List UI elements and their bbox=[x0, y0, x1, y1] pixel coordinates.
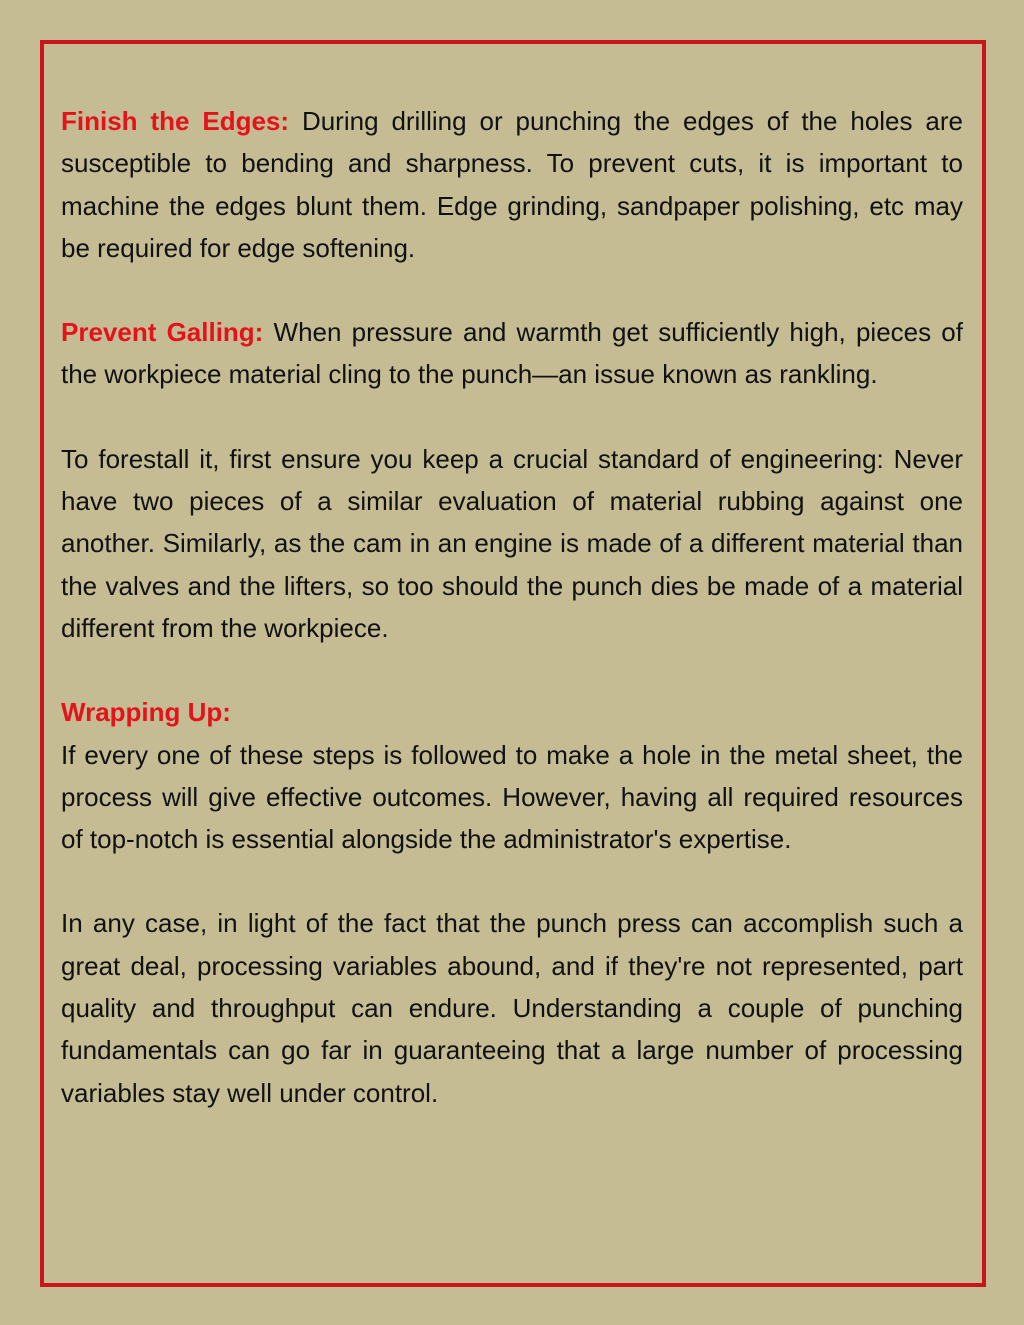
text-wrapping-up: If every one of these steps is followed to make a hole in the metal sheet, the process will give effective outcomes. However, having all required resources of top-notch is essential alongside the administrator's expertise. bbox=[61, 739, 963, 855]
text-in-any-case: In any case, in light of the fact that the punch press can accomplish such a great deal, processing variables abound, and if they're not represented, part quality and throughput can endure. Understanding a couple of punching fundamentals can go far in guaranteeing that a large number of processing variables stay well under control. bbox=[61, 908, 963, 1108]
paragraph-forestall bbox=[61, 438, 963, 649]
heading-finish-edges: Finish the Edges: bbox=[61, 106, 290, 136]
text-prevent-galling: When pressure and warmth get sufficiently high, pieces of the workpiece material cling to the punch—an issue known as rankling. bbox=[61, 317, 963, 390]
document-body bbox=[61, 100, 963, 1156]
text-finish-edges: During drilling or punching the edges of the holes are susceptible to bending and sharpness. To prevent cuts, it is important to machine the edges blunt them. Edge grinding, sandpaper polishing, etc may be required for edge softening. bbox=[61, 106, 964, 263]
paragraph-wrapping-up bbox=[61, 691, 963, 860]
text-forestall: To forestall it, first ensure you keep a crucial standard of engineering: Never have two pieces of a similar evaluation of material rubbing against one another. Similarly, as the cam in an engine is made of a different material than the valves and the lifters, so too should the punch dies be made of a material different from the workpiece. bbox=[61, 443, 963, 643]
heading-wrapping-up: Wrapping Up: bbox=[61, 697, 231, 728]
heading-prevent-galling: Prevent Galling: bbox=[61, 317, 264, 348]
paragraph-finish-edges bbox=[61, 100, 963, 269]
paragraph-prevent-galling bbox=[61, 311, 963, 396]
paragraph-in-any-case bbox=[61, 902, 963, 1113]
